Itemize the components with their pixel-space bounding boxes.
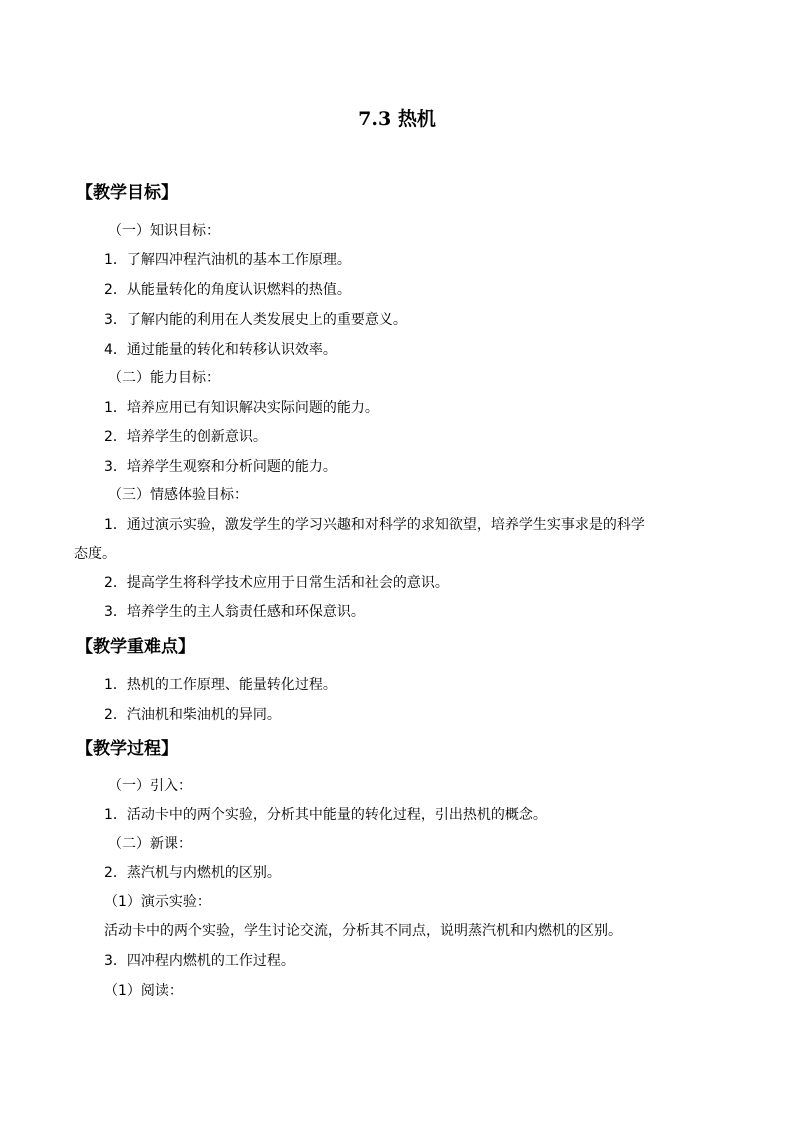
list-item: 3．了解内能的利用在人类发展史上的重要意义。 xyxy=(104,312,407,328)
subheading-emotion: （三）情感体验目标： xyxy=(108,487,248,503)
list-item: 2．提高学生将科学技术应用于日常生活和社会的意识。 xyxy=(104,575,449,591)
list-item: 1．培养应用已有知识解决实际问题的能力。 xyxy=(104,400,379,416)
list-item: 3．四冲程内燃机的工作过程。 xyxy=(104,953,295,969)
list-item: 2．培养学生的创新意识。 xyxy=(104,429,267,445)
list-item: 3．培养学生的主人翁责任感和环保意识。 xyxy=(104,604,365,620)
document-title: 7.3 热机 xyxy=(358,108,436,130)
list-item-continuation: 态度。 xyxy=(74,546,116,562)
list-item: 4．通过能量的转化和转移认识效率。 xyxy=(104,342,337,358)
list-item: 1．活动卡中的两个实验，分析其中能量的转化过程，引出热机的概念。 xyxy=(104,807,547,823)
subheading-ability: （二）能力目标： xyxy=(108,370,220,386)
subheading-intro: （一）引入： xyxy=(108,778,192,794)
section-heading-objectives: 【教学目标】 xyxy=(76,183,178,203)
section-heading-keypoints: 【教学重难点】 xyxy=(76,637,195,657)
subheading-knowledge: （一）知识目标： xyxy=(108,223,220,239)
list-item: 1．了解四冲程汽油机的基本工作原理。 xyxy=(104,252,351,268)
list-item: 2．汽油机和柴油机的异同。 xyxy=(104,707,281,723)
list-item: 1．通过演示实验，激发学生的学习兴趣和对科学的求知欲望，培养学生实事求是的科学 xyxy=(104,517,645,533)
list-item: 3．培养学生观察和分析问题的能力。 xyxy=(104,459,337,475)
list-item: 2．蒸汽机与内燃机的区别。 xyxy=(104,865,281,881)
subheading-newlesson: （二）新课： xyxy=(108,836,192,852)
section-heading-process: 【教学过程】 xyxy=(76,739,178,759)
list-item: 2．从能量转化的角度认识燃料的热值。 xyxy=(104,282,351,298)
paragraph: 活动卡中的两个实验，学生讨论交流，分析其不同点，说明蒸汽机和内燃机的区别。 xyxy=(104,923,622,939)
list-item: 1．热机的工作原理、能量转化过程。 xyxy=(104,677,337,693)
list-item: （1）演示实验： xyxy=(104,894,211,910)
list-item: （1）阅读： xyxy=(104,983,183,999)
